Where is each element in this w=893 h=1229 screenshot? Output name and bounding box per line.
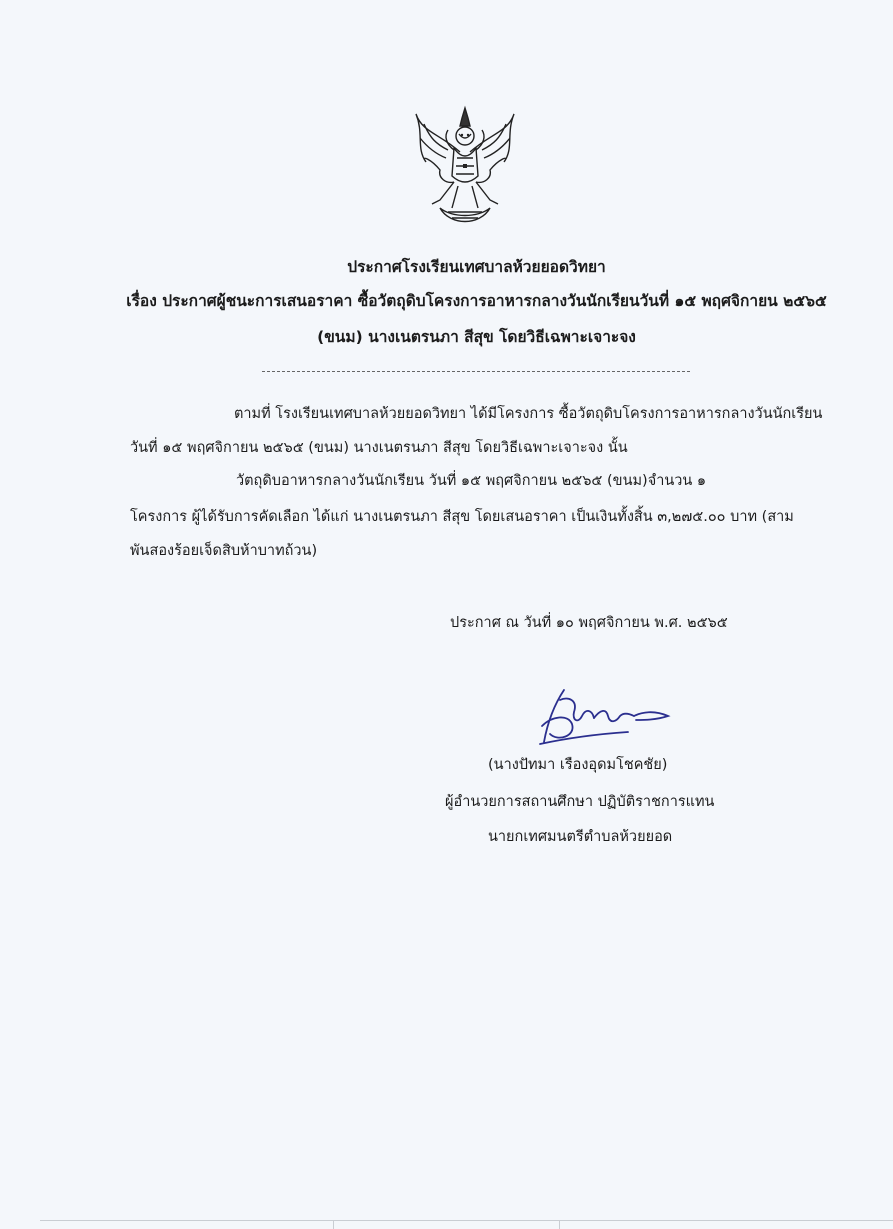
document-title: ประกาศโรงเรียนเทศบาลห้วยยอดวิทยา bbox=[347, 258, 606, 276]
garuda-emblem-icon bbox=[410, 104, 520, 228]
signer-name: (นางปัทมา เรืองอุดมโชคชัย) bbox=[488, 757, 668, 773]
body-line: วัตถุดิบอาหารกลางวันนักเรียน วันที่ ๑๕ พฤศจิกายน ๒๕๖๕ (ขนม)จำนวน ๑ bbox=[236, 473, 707, 489]
body-line: โครงการ ผู้ได้รับการคัดเลือก ได้แก่ นางเนตรนภา สีสุข โดยเสนอราคา เป็นเงินทั้งสิ้น ๓,๒๗๕.๐๐ บาท (สาม bbox=[130, 509, 794, 525]
bottom-edge-tick bbox=[333, 1220, 334, 1229]
signer-position: ผู้อำนวยการสถานศึกษา ปฏิบัติราชการแทน bbox=[445, 794, 715, 810]
body-line: ตามที่ โรงเรียนเทศบาลห้วยยอดวิทยา ได้มีโครงการ ซื้อวัตถุดิบโครงการอาหารกลางวันนักเรียน bbox=[234, 406, 823, 422]
document-subject-continued: (ขนม) นางเนตรนภา สีสุข โดยวิธีเฉพาะเจาะจง bbox=[317, 328, 636, 346]
signature-icon bbox=[538, 686, 673, 748]
bottom-edge-tick bbox=[559, 1220, 560, 1229]
announcement-date: ประกาศ ณ วันที่ ๑๐ พฤศจิกายน พ.ศ. ๒๕๖๕ bbox=[450, 615, 728, 631]
document-subject: เรื่อง ประกาศผู้ชนะการเสนอราคา ซื้อวัตถุดิบโครงการอาหารกลางวันนักเรียนวันที่ ๑๕ พฤศจิกายน ๒๕๖๕ bbox=[126, 292, 827, 310]
divider-line bbox=[262, 371, 690, 372]
body-line: วันที่ ๑๕ พฤศจิกายน ๒๕๖๕ (ขนม) นางเนตรนภา สีสุข โดยวิธีเฉพาะเจาะจง นั้น bbox=[130, 440, 628, 456]
bottom-edge-line bbox=[40, 1220, 893, 1221]
body-line: พันสองร้อยเจ็ดสิบห้าบาทถ้วน) bbox=[130, 543, 318, 559]
signer-position-secondary: นายกเทศมนตรีตำบลห้วยยอด bbox=[488, 829, 673, 845]
